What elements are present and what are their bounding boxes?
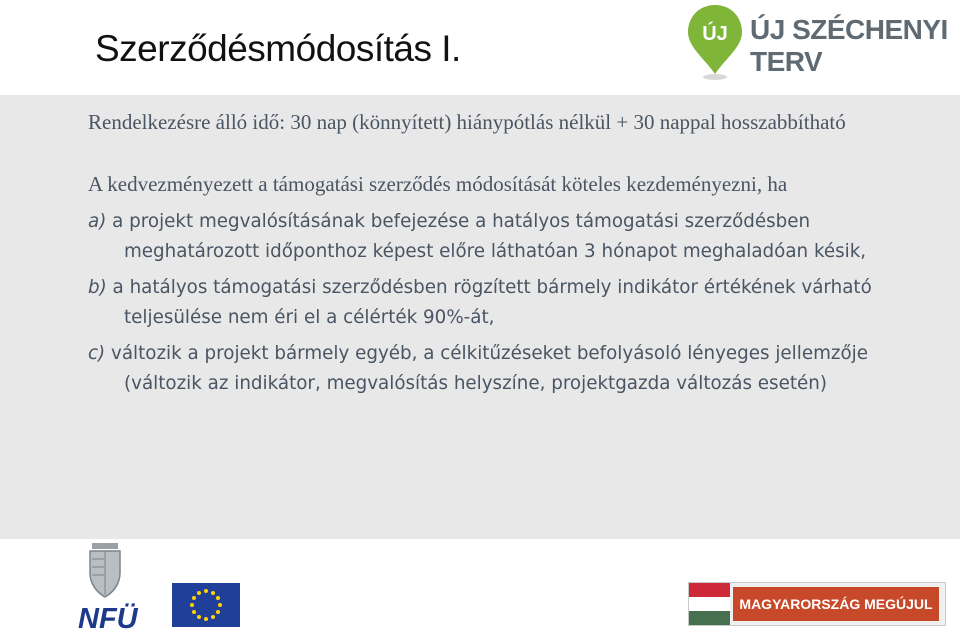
nfu-text: NFÜ [78,603,138,635]
szt-badge-text: ÚJ [702,23,728,45]
list-label-b: b) [88,277,107,298]
magyarorszag-megujul-logo [688,582,946,626]
slide-body [88,106,938,398]
list-item-c [88,339,938,398]
list-item-a [88,207,938,266]
szt-brand-text: ÚJ SZÉCHENYI TERV [750,14,948,77]
list-label-a: a) [88,211,107,232]
paragraph-obligation: A kedvezményezett a támogatási szerződés módosítását köteles kezdeményezni, ha [88,172,788,196]
paragraph-deadline: Rendelkezésre álló idő: 30 nap (könnyített) hiánypótlás nélkül + 30 nappal hosszabbítható [88,110,846,134]
nfu-logo [78,539,138,635]
list-text-c: változik a projekt bármely egyéb, a célkitűzéseket befolyásoló lényeges jellemzője (változik az indikátor, megvalósítás helyszíne, projektgazda változás esetén) [105,343,869,394]
megujul-text: MAGYARORSZÁG MEGÚJUL [739,596,933,612]
uj-szechenyi-terv-logo [684,2,960,86]
list-text-a: a projekt megvalósításának befejezése a hatályos támogatási szerződésben meghatározott időponthoz képest előre láthatóan 3 hónapot meghaladóan késik, [106,211,867,262]
megujul-banner [733,587,939,621]
list-item-b [88,273,938,332]
list-label-c: c) [88,343,106,364]
list-text-b: a hatályos támogatási szerződésben rögzített bármely indikátor értékének várható teljesülése nem éri el a célérték 90%-át, [106,277,872,328]
slide-title: Szerződésmódosítás I. [95,28,461,69]
coat-of-arms-icon [78,539,132,601]
szt-pin-icon [684,2,746,82]
hungarian-flag-icon [689,583,730,625]
eu-flag-icon [172,583,240,627]
